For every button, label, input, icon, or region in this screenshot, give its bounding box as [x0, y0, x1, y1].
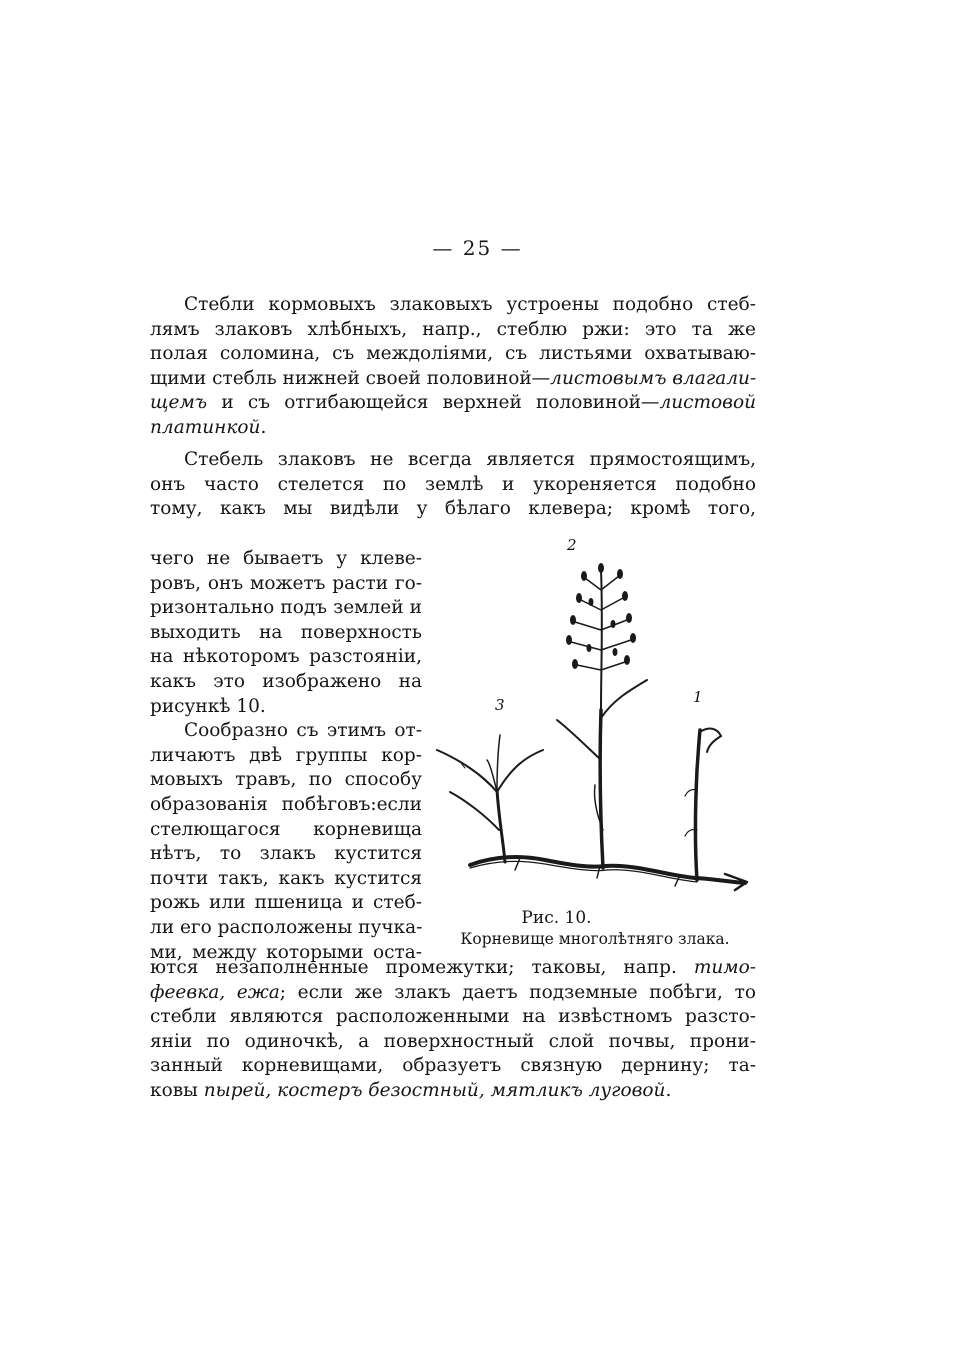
- text-line: яніи по одиночкѣ, а поверхностный слой почвы, прони-: [150, 1030, 756, 1052]
- text-line: рожь или пшеница и стеб-: [150, 892, 422, 914]
- text-line: выходить на поверхность: [150, 621, 422, 643]
- text-line: на нѣкоторомъ разстояніи,: [150, 646, 422, 668]
- text-line: личаютъ двѣ группы кор-: [150, 744, 422, 766]
- text-line: ковы пырей, костеръ безостный, мятликъ луговой.: [150, 1079, 672, 1101]
- page-number: — 25 —: [432, 236, 523, 260]
- text-line: ли его расположены пучка-: [150, 916, 423, 938]
- text-line: чего не бываетъ у клеве-: [150, 548, 422, 569]
- text-line: лямъ злаковъ хлѣбныхъ, напр., стеблю ржи: это та же: [150, 318, 756, 340]
- text-line: полая соломина, съ междоліями, съ листьями охватываю-: [150, 343, 756, 365]
- float-text-column: [150, 547, 422, 965]
- text-line: ми, между которыми оста-: [150, 941, 422, 963]
- text-line: онъ часто стелется по землѣ и укореняется подобно: [150, 473, 756, 495]
- text-line: феевка, ежа; если же злакъ даетъ подземные побѣги, то: [150, 981, 756, 1003]
- text-line: мовыхъ травъ, по способу: [150, 769, 422, 791]
- paragraph-1: [150, 293, 756, 441]
- paragraph-2: [150, 448, 756, 522]
- figure-caption-text: Корневище многолѣтняго злака.: [460, 930, 730, 948]
- text-line: платинкой.: [150, 416, 267, 438]
- rhizome-illustration: [425, 530, 760, 910]
- text-line: нѣтъ, то злакъ кустится: [150, 843, 422, 865]
- text-line: ются незаполненные промежутки; таковы, напр. тимо-: [150, 957, 756, 978]
- text-line: стебли являются расположенными на извѣстномъ разсто-: [150, 1006, 756, 1028]
- text-line: почти такъ, какъ кустится: [150, 867, 422, 889]
- figure-label-3: 3: [495, 696, 505, 714]
- text-line: какъ это изображено на: [150, 670, 422, 692]
- text-line: щемъ и съ отгибающейся верхней половиной—листовой: [150, 392, 756, 414]
- text-line: занный корневищами, образуетъ связную дернину; та-: [150, 1055, 756, 1077]
- text-line: тому, какъ мы видѣли у бѣлаго клевера; кромѣ того,: [150, 498, 756, 520]
- figure-label-1: 1: [693, 688, 703, 706]
- text-line: Стебель злаковъ не всегда является прямостоящимъ,: [184, 449, 756, 470]
- paragraph-3-continued: [150, 956, 756, 1104]
- text-line: ровъ, онъ можетъ расти го-: [150, 572, 422, 594]
- text-line: щими стебль нижней своей половиной—листовымъ влагали-: [150, 367, 757, 389]
- text-line: ризонтально подъ землей и: [150, 597, 422, 619]
- text-line: Сообразно съ этимъ от-: [184, 720, 422, 742]
- figure-label-2: 2: [567, 536, 577, 554]
- text-line: рисункѣ 10.: [150, 695, 266, 717]
- text-line: Стебли кормовыхъ злаковыхъ устроены подобно стеб-: [184, 294, 756, 315]
- text-line: стелющагося корневища: [150, 818, 422, 840]
- text-line: образованія побѣговъ:если: [150, 793, 422, 815]
- figure-caption-title: Рис. 10.: [521, 908, 592, 928]
- figure-rhizome: [425, 530, 760, 910]
